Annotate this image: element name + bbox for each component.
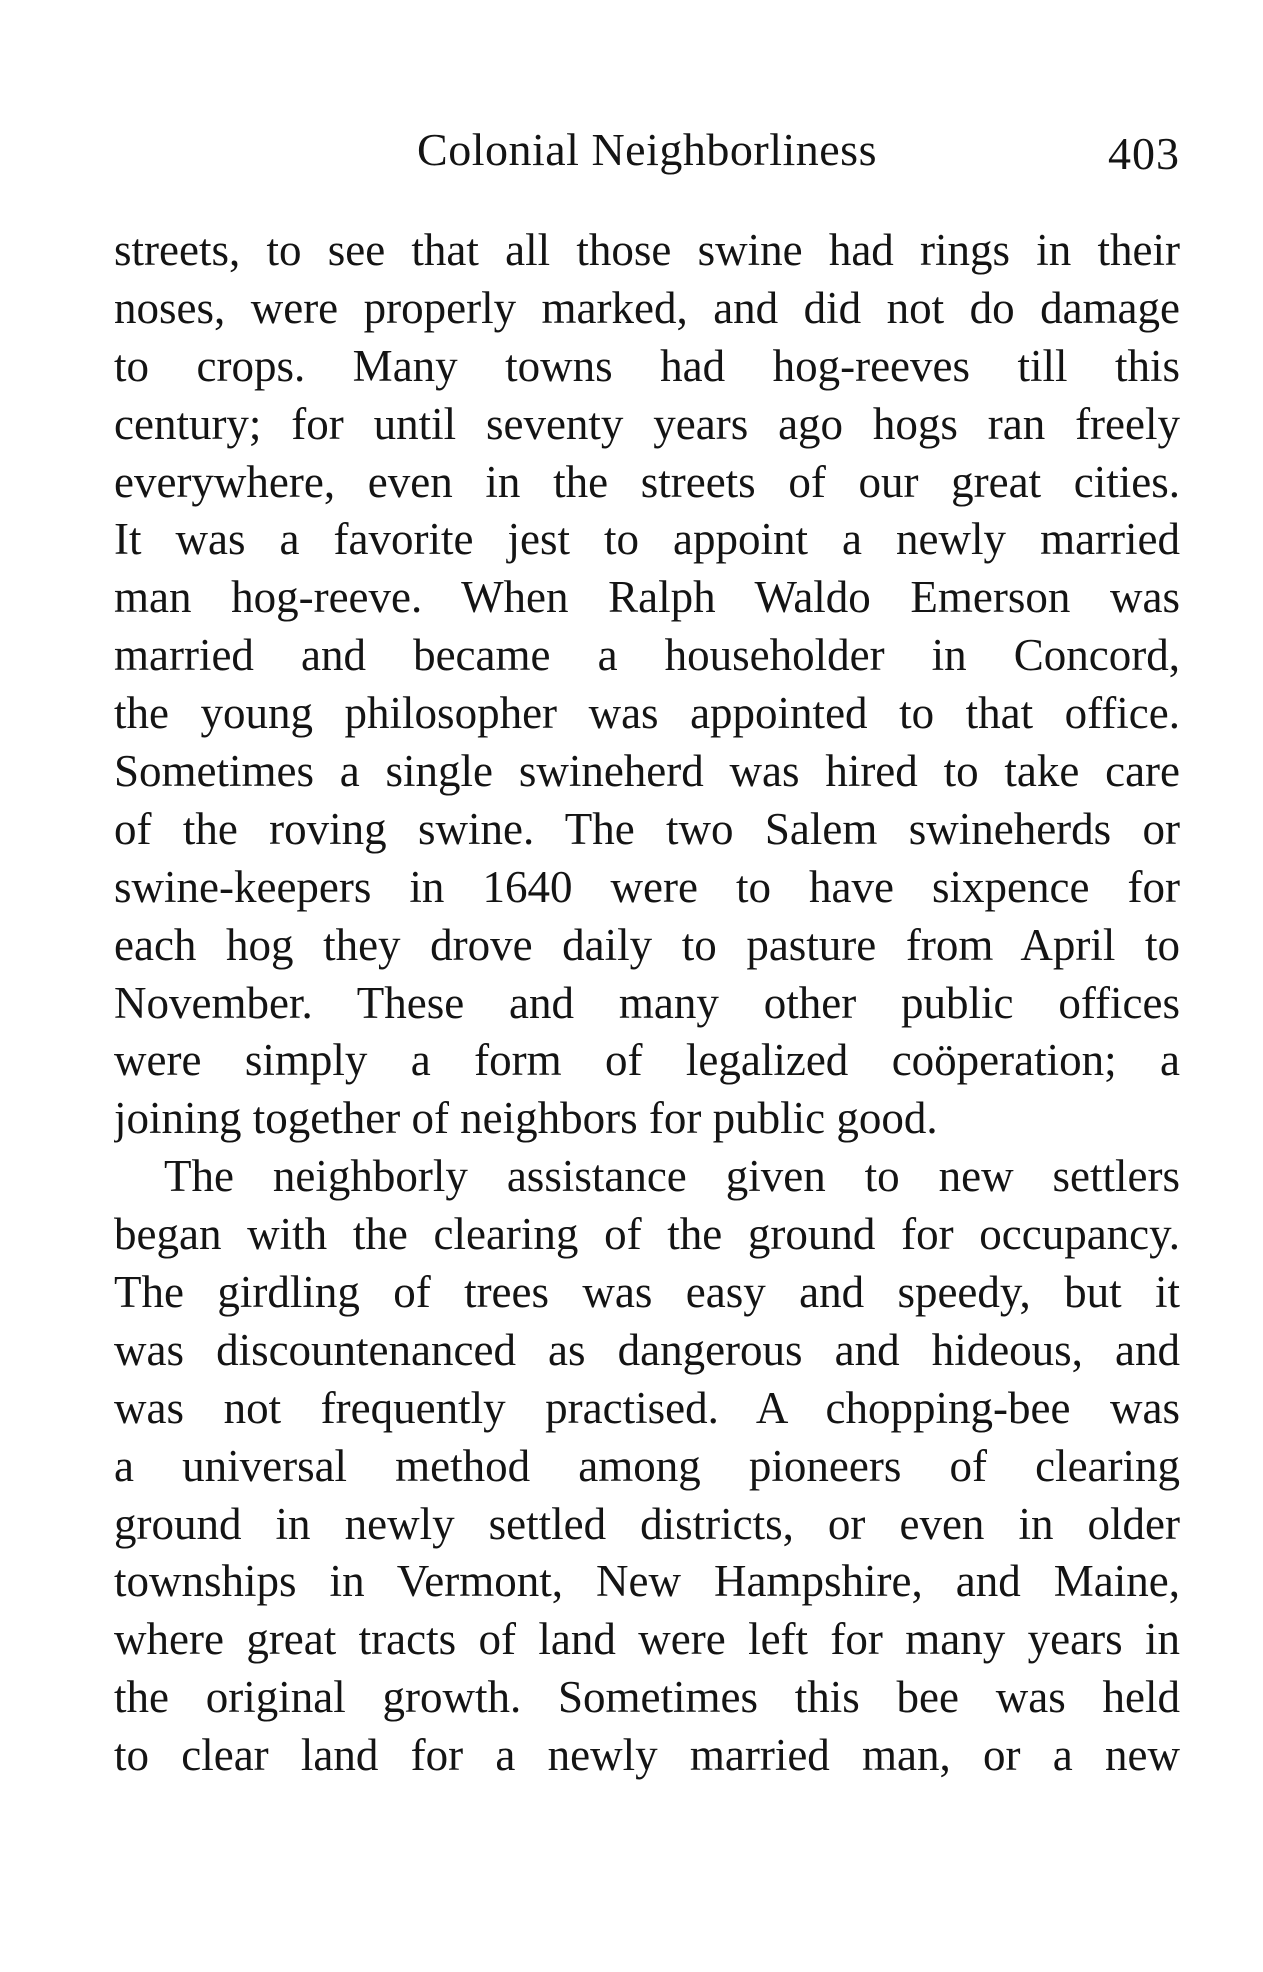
- text-line: The girdling of trees was easy and speedy, but it: [114, 1267, 1180, 1318]
- text-line: where great tracts of land were left for many years in: [114, 1614, 1180, 1665]
- text-line: Sometimes a single swineherd was hired to take care: [114, 746, 1180, 797]
- text-line: joining together of neighbors for public good.: [114, 1093, 938, 1144]
- text-line: were simply a form of legalized coöperation; a: [114, 1035, 1180, 1086]
- text-line: The neighborly assistance given to new settlers: [164, 1151, 1180, 1202]
- text-line: a universal method among pioneers of clearing: [114, 1440, 1180, 1491]
- paragraph: [114, 1148, 1180, 1785]
- text-line: to clear land for a newly married man, or a new: [114, 1730, 1180, 1781]
- page-number: 403: [1108, 128, 1180, 179]
- text-line: was discountenanced as dangerous and hideous, and: [114, 1324, 1180, 1375]
- running-title: Colonial Neighborliness: [417, 124, 877, 175]
- text-line: streets, to see that all those swine had rings in their: [114, 225, 1180, 275]
- text-line: was not frequently practised. A chopping-bee was: [114, 1382, 1180, 1433]
- text-line: swine-keepers in 1640 were to have sixpence for: [114, 861, 1180, 912]
- text-line: the young philosopher was appointed to that office.: [114, 688, 1180, 739]
- text-line: November. These and many other public offices: [114, 977, 1180, 1028]
- text-line: each hog they drove daily to pasture from April to: [114, 919, 1180, 970]
- text-line: to crops. Many towns had hog-reeves till this: [114, 340, 1180, 391]
- text-line: of the roving swine. The two Salem swineherds or: [114, 803, 1180, 854]
- text-line: the original growth. Sometimes this bee was held: [114, 1672, 1180, 1723]
- body-text: [114, 222, 1180, 1785]
- text-line: man hog-reeve. When Ralph Waldo Emerson was: [114, 572, 1180, 623]
- paragraph: [114, 222, 1180, 1148]
- text-line: everywhere, even in the streets of our great cities.: [114, 456, 1180, 507]
- text-line: began with the clearing of the ground for occupancy.: [114, 1209, 1180, 1260]
- text-line: noses, were properly marked, and did not do damage: [114, 282, 1180, 333]
- running-head: [114, 120, 1180, 180]
- text-line: century; for until seventy years ago hogs ran freely: [114, 398, 1180, 449]
- text-line: married and became a householder in Concord,: [114, 630, 1180, 681]
- text-line: townships in Vermont, New Hampshire, and Maine,: [114, 1556, 1180, 1607]
- text-line: It was a favorite jest to appoint a newly married: [114, 514, 1180, 565]
- text-line: ground in newly settled districts, or even in older: [114, 1498, 1180, 1549]
